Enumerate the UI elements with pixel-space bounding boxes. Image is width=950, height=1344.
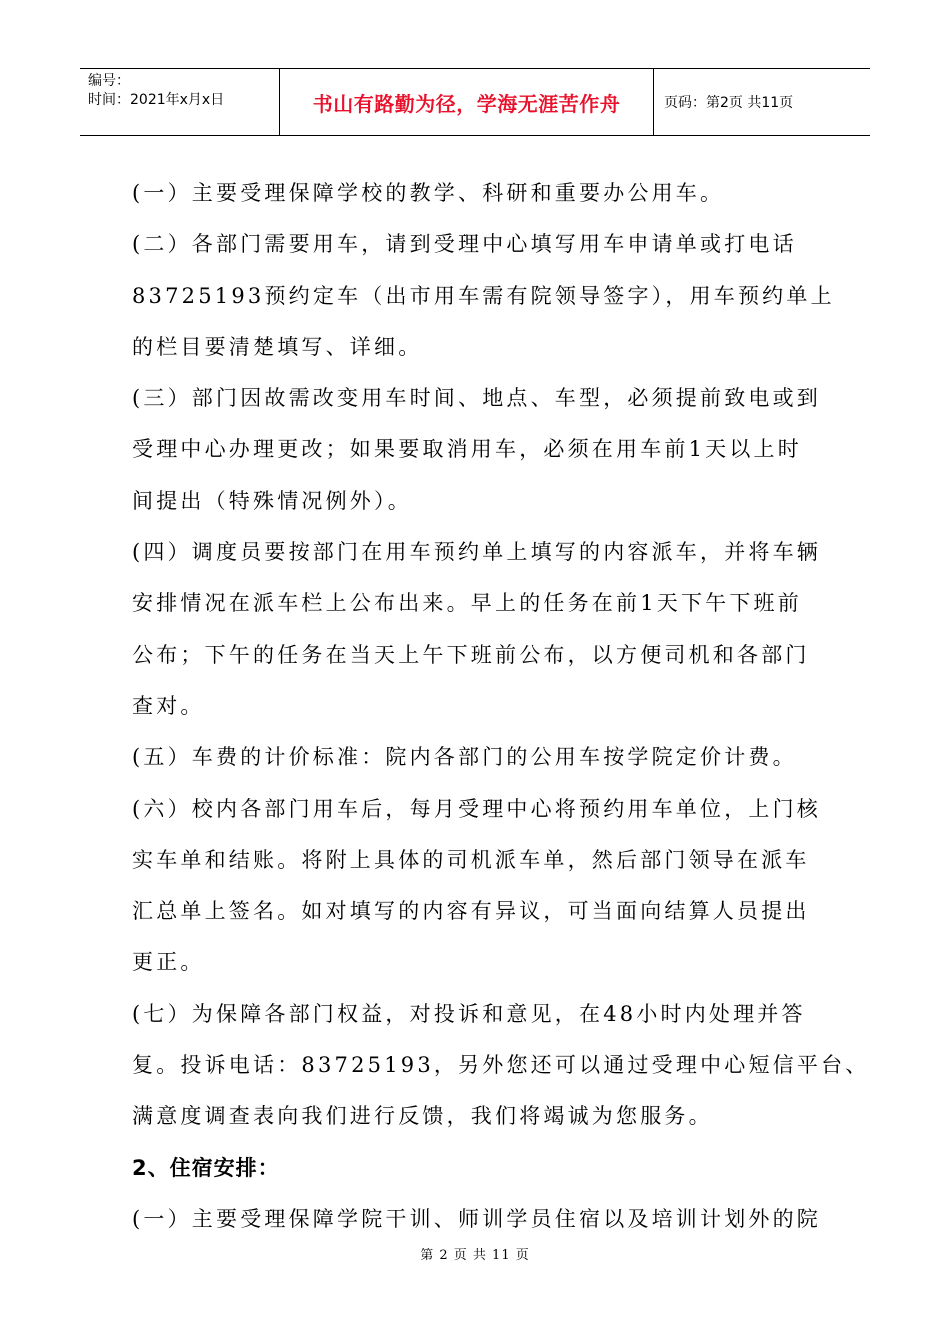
text-line: 安排情况在派车栏上公布出来。早上的任务在前1天下午下班前: [132, 591, 802, 616]
text-line: (一）主要受理保障学院干训、师训学员住宿以及培训计划外的院: [132, 1206, 821, 1231]
header-motto: 书山有路勤为径，学海无涯苦作舟: [280, 69, 654, 135]
text-line: (六）校内各部门用车后，每月受理中心将预约用车单位，上门核: [132, 796, 821, 821]
text-line: 复。投诉电话：83725193，另外您还可以通过受理中心短信平台、: [132, 1053, 870, 1078]
text-line: 间提出（特殊情况例外）。: [132, 488, 412, 513]
text-line: 实车单和结账。将附上具体的司机派车单，然后部门领导在派车: [132, 847, 810, 872]
text-line: 查对。: [132, 693, 205, 718]
page-header: [80, 68, 870, 136]
text-line: 受理中心办理更改；如果要取消用车，必须在用车前1天以上时: [132, 437, 802, 462]
text-line: (三）部门因故需改变用车时间、地点、车型，必须提前致电或到: [132, 386, 821, 411]
header-meta: [80, 69, 280, 135]
text-line: (七）为保障各部门权益，对投诉和意见，在48小时内处理并答: [132, 1001, 806, 1026]
document-number: 编号：: [88, 73, 130, 89]
section-heading: 2、住宿安排：: [132, 1155, 280, 1180]
text-line: (四）调度员要按部门在用车预约单上填写的内容派车，并将车辆: [132, 540, 821, 565]
body-text: [132, 168, 870, 1245]
text-line: 汇总单上签名。如对填写的内容有异议，可当面向结算人员提出: [132, 899, 810, 924]
text-line: 公布；下午的任务在当天上午下班前公布，以方便司机和各部门: [132, 642, 810, 667]
text-line: (五）车费的计价标准：院内各部门的公用车按学院定价计费。: [132, 745, 797, 770]
text-line: 更正。: [132, 950, 205, 975]
text-line: 83725193预约定车（出市用车需有院领导签字），用车预约单上: [132, 283, 835, 308]
document-date: 时间：2021年x月x日: [88, 92, 225, 108]
text-line: (二）各部门需要用车，请到受理中心填写用车申请单或打电话: [132, 232, 797, 257]
page-footer: 第 2 页 共 11 页: [420, 1248, 530, 1263]
header-page-info: 页码：第2页 共11页: [664, 95, 794, 111]
text-line: 的栏目要清楚填写、详细。: [132, 334, 423, 359]
text-line: (一）主要受理保障学校的教学、科研和重要办公用车。: [132, 181, 725, 205]
text-line: 满意度调查表向我们进行反馈，我们将竭诚为您服务。: [132, 1104, 713, 1129]
